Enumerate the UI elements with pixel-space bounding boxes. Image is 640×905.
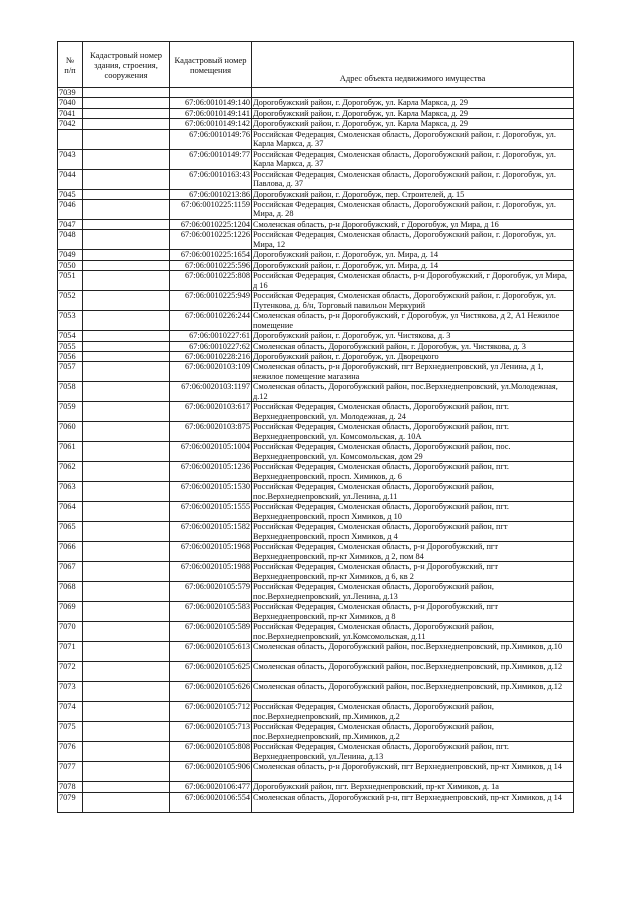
address-cell: Дорогобужский район, г. Дорогобуж, ул. Чистякова, д. 3: [252, 331, 574, 341]
building-cadastral-cell: [83, 189, 170, 199]
address-cell: Российская Федерация, Смоленская область, Дорогобужский район, пос.Верхнеднепровский, пр.Химиков, д.2: [252, 702, 574, 722]
row-number: 7044: [58, 169, 83, 189]
table-row: [58, 271, 574, 291]
address-cell: Российская Федерация, Смоленская область, Дорогобужский район, пос.Верхнеднепровский, пр.Химиков, д.2: [252, 722, 574, 742]
building-cadastral-cell: [83, 311, 170, 331]
row-number: 7070: [58, 622, 83, 642]
building-cadastral-cell: [83, 129, 170, 149]
room-cadastral-cell: 67:06:0020105:906: [170, 762, 252, 782]
room-cadastral-cell: 67:06:0020103:875: [170, 422, 252, 442]
room-cadastral-cell: 67:06:0010163:43: [170, 169, 252, 189]
building-cadastral-cell: [83, 602, 170, 622]
table-row: [58, 291, 574, 311]
address-cell: Российская Федерация, Смоленская область, Дорогобужский район, пос. Верхнеднепровский, ул. Комсомольская, дом 29: [252, 442, 574, 462]
address-cell: Смоленская область, р-н Дорогобужский, г Дорогобуж, ул Мира, д 16: [252, 220, 574, 230]
row-number: 7065: [58, 522, 83, 542]
room-cadastral-cell: 67:06:0010225:1226: [170, 230, 252, 250]
row-number: 7049: [58, 250, 83, 260]
row-number: 7048: [58, 230, 83, 250]
room-cadastral-cell: 67:06:0010225:1654: [170, 250, 252, 260]
building-cadastral-cell: [83, 662, 170, 682]
table-row: [58, 362, 574, 382]
row-number: 7068: [58, 582, 83, 602]
room-cadastral-cell: 67:06:0020105:1968: [170, 542, 252, 562]
row-number: 7072: [58, 662, 83, 682]
address-cell: Российская Федерация, Смоленская область, Дорогобужский район, г. Дорогобуж, ул. Мира, 12: [252, 230, 574, 250]
row-number: 7076: [58, 742, 83, 762]
table-row: [58, 522, 574, 542]
table-row: [58, 149, 574, 169]
room-cadastral-cell: 67:06:0020105:1530: [170, 482, 252, 502]
address-cell: Дорогобужский район, г. Дорогобуж, ул. Карла Маркса, д. 29: [252, 108, 574, 118]
row-number: 7078: [58, 782, 83, 792]
row-number: 7071: [58, 642, 83, 662]
row-number: 7066: [58, 542, 83, 562]
table-row: [58, 119, 574, 129]
row-number: 7060: [58, 422, 83, 442]
row-number: 7043: [58, 149, 83, 169]
row-number: 7061: [58, 442, 83, 462]
room-cadastral-cell: 67:06:0010149:140: [170, 98, 252, 108]
address-cell: Смоленская область, р-н Дорогобужский, г Дорогобуж, ул Чистякова, д 2, А1 Нежилое помещение: [252, 311, 574, 331]
address-cell: Российская Федерация, Смоленская область, Дорогобужский район, пгт. Верхнеднепровский, просп. Химиков, д. 6: [252, 462, 574, 482]
table-row: [58, 311, 574, 331]
table-row: [58, 352, 574, 362]
address-cell: Дорогобужский район, пгт. Верхнеднепровский, пр-кт Химиков, д. 1а: [252, 782, 574, 792]
row-number: 7051: [58, 271, 83, 291]
row-number: 7054: [58, 331, 83, 341]
row-number: 7042: [58, 119, 83, 129]
building-cadastral-cell: [83, 341, 170, 351]
table-row: [58, 722, 574, 742]
building-cadastral-cell: [83, 422, 170, 442]
building-cadastral-cell: [83, 402, 170, 422]
building-cadastral-cell: [83, 792, 170, 812]
row-number: 7055: [58, 341, 83, 351]
room-cadastral-cell: 67:06:0010227:61: [170, 331, 252, 341]
room-cadastral-cell: 67:06:0020105:1555: [170, 502, 252, 522]
address-cell: Смоленская область, Дорогобужский район, пос.Верхнеднепровский, пр.Химиков, д.12: [252, 682, 574, 702]
room-cadastral-cell: 67:06:0010228:216: [170, 352, 252, 362]
row-number: 7053: [58, 311, 83, 331]
address-cell: Смоленская область, Дорогобужский район, г. Дорогобуж, ул. Чистякова, д. 3: [252, 341, 574, 351]
address-cell: Российская Федерация, Смоленская область, Дорогобужский район, пос.Верхнеднепровский, ул.Ленина, д.13: [252, 582, 574, 602]
building-cadastral-cell: [83, 782, 170, 792]
room-cadastral-cell: 67:06:0010226:244: [170, 311, 252, 331]
building-cadastral-cell: [83, 462, 170, 482]
table-row: [58, 331, 574, 341]
room-cadastral-cell: 67:06:0020105:613: [170, 642, 252, 662]
address-cell: Российская Федерация, Смоленская область, Дорогобужский район, пгт. Верхнеднепровский, ул. Комсомольская, д. 10А: [252, 422, 574, 442]
building-cadastral-cell: [83, 88, 170, 98]
room-cadastral-cell: 67:06:0020105:713: [170, 722, 252, 742]
building-cadastral-cell: [83, 582, 170, 602]
address-cell: Российская Федерация, Смоленская область, Дорогобужский район, г. Дорогобуж, ул. Мира, д. 28: [252, 200, 574, 220]
table-row: [58, 662, 574, 682]
room-cadastral-cell: 67:06:0020105:1236: [170, 462, 252, 482]
header-num: № п/п: [58, 42, 83, 88]
room-cadastral-cell: 67:06:0020105:583: [170, 602, 252, 622]
table-row: [58, 260, 574, 270]
row-number: 7067: [58, 562, 83, 582]
address-cell: Дорогобужский район, г. Дорогобуж, ул. Дворецкого: [252, 352, 574, 362]
room-cadastral-cell: 67:06:0010225:949: [170, 291, 252, 311]
table-row: [58, 762, 574, 782]
room-cadastral-cell: 67:06:0020103:109: [170, 362, 252, 382]
room-cadastral-cell: 67:06:0010225:1204: [170, 220, 252, 230]
table-row: [58, 782, 574, 792]
building-cadastral-cell: [83, 108, 170, 118]
address-cell: Смоленская область, р-н Дорогобужский, пгт Верхнеднепровский, пр-кт Химиков, д 14: [252, 762, 574, 782]
address-cell: Российская Федерация, Смоленская область, Дорогобужский район, г. Дорогобуж, ул. Карла Маркса, д. 37: [252, 149, 574, 169]
table-row: [58, 402, 574, 422]
address-cell: Российская Федерация, Смоленская область, Дорогобужский район, пгт. Верхнеднепровский, ул.Ленина, д.13: [252, 742, 574, 762]
table-row: [58, 542, 574, 562]
address-cell: Российская Федерация, Смоленская область, р-н Дорогобужский, пгт Верхнеднепровский, пр-кт Химиков, д 2, пом 84: [252, 542, 574, 562]
address-cell: Российская Федерация, Смоленская область, Дорогобужский район, г. Дорогобуж, ул. Павлова, д. 37: [252, 169, 574, 189]
room-cadastral-cell: 67:06:0010225:808: [170, 271, 252, 291]
room-cadastral-cell: 67:06:0020105:1004: [170, 442, 252, 462]
room-cadastral-cell: 67:06:0020105:589: [170, 622, 252, 642]
building-cadastral-cell: [83, 98, 170, 108]
table-row: [58, 562, 574, 582]
address-cell: Дорогобужский район, г. Дорогобуж, ул. Карла Маркса, д. 29: [252, 98, 574, 108]
header-address: Адрес объекта недвижимого имущества: [252, 42, 574, 88]
building-cadastral-cell: [83, 119, 170, 129]
building-cadastral-cell: [83, 362, 170, 382]
table-row: [58, 602, 574, 622]
row-number: 7069: [58, 602, 83, 622]
table-header-row: [58, 42, 574, 88]
table-row: [58, 682, 574, 702]
table-row: [58, 622, 574, 642]
table-row: [58, 582, 574, 602]
room-cadastral-cell: 67:06:0010225:1159: [170, 200, 252, 220]
row-number: 7047: [58, 220, 83, 230]
address-cell: Российская Федерация, Смоленская область, Дорогобужский район, пос.Верхнеднепровский, ул.Комсомольская, д.11: [252, 622, 574, 642]
room-cadastral-cell: 67:06:0020105:1582: [170, 522, 252, 542]
row-number: 7039: [58, 88, 83, 98]
building-cadastral-cell: [83, 250, 170, 260]
table-row: [58, 422, 574, 442]
table-row: [58, 129, 574, 149]
table-row: [58, 462, 574, 482]
row-number: 7045: [58, 189, 83, 199]
row-number: 7052: [58, 291, 83, 311]
building-cadastral-cell: [83, 482, 170, 502]
building-cadastral-cell: [83, 260, 170, 270]
address-cell: Российская Федерация, Смоленская область, Дорогобужский район, пос.Верхнеднепровский, ул.Ленина, д.11: [252, 482, 574, 502]
row-number: 7079: [58, 792, 83, 812]
row-number: 7046: [58, 200, 83, 220]
building-cadastral-cell: [83, 502, 170, 522]
table-row: [58, 502, 574, 522]
table-row: [58, 482, 574, 502]
row-number: 7058: [58, 382, 83, 402]
table-row: [58, 442, 574, 462]
room-cadastral-cell: 67:06:0010149:77: [170, 149, 252, 169]
room-cadastral-cell: 67:06:0020106:554: [170, 792, 252, 812]
room-cadastral-cell: 67:06:0020105:579: [170, 582, 252, 602]
table-row: [58, 382, 574, 402]
row-number: 7063: [58, 482, 83, 502]
building-cadastral-cell: [83, 291, 170, 311]
address-cell: Дорогобужский район, г. Дорогобуж, ул. Мира, д. 14: [252, 250, 574, 260]
room-cadastral-cell: 67:06:0020106:477: [170, 782, 252, 792]
building-cadastral-cell: [83, 682, 170, 702]
building-cadastral-cell: [83, 702, 170, 722]
building-cadastral-cell: [83, 622, 170, 642]
building-cadastral-cell: [83, 382, 170, 402]
room-cadastral-cell: 67:06:0010225:596: [170, 260, 252, 270]
table-row: [58, 792, 574, 812]
table-row: [58, 250, 574, 260]
address-cell: Российская Федерация, Смоленская область, Дорогобужский район, пгт Верхнеднепровский, просп Химиков, д 4: [252, 522, 574, 542]
address-cell: Российская Федерация, Смоленская область, Дорогобужский район, пгт. Верхнеднепровский, ул. Молодежная, д. 24: [252, 402, 574, 422]
room-cadastral-cell: 67:06:0020105:712: [170, 702, 252, 722]
address-cell: Российская Федерация, Смоленская область, р-н Дорогобужский, г Дорогобуж, ул Мира, д 16: [252, 271, 574, 291]
building-cadastral-cell: [83, 352, 170, 362]
table-row: [58, 220, 574, 230]
row-number: 7041: [58, 108, 83, 118]
building-cadastral-cell: [83, 331, 170, 341]
room-cadastral-cell: 67:06:0010149:141: [170, 108, 252, 118]
table-row: [58, 200, 574, 220]
address-cell: Дорогобужский район, г. Дорогобуж, ул. Карла Маркса, д. 29: [252, 119, 574, 129]
row-number: 7073: [58, 682, 83, 702]
building-cadastral-cell: [83, 200, 170, 220]
room-cadastral-cell: 67:06:0020105:808: [170, 742, 252, 762]
building-cadastral-cell: [83, 762, 170, 782]
row-number: 7064: [58, 502, 83, 522]
table-row: [58, 189, 574, 199]
row-number: 7062: [58, 462, 83, 482]
room-cadastral-cell: 67:06:0010213:86: [170, 189, 252, 199]
address-cell: Российская Федерация, Смоленская область, р-н Дорогобужский, пгт Верхнеднепровский, пр-кт Химиков, д 8: [252, 602, 574, 622]
table-row: [58, 702, 574, 722]
address-cell: Российская Федерация, Смоленская область, р-н Дорогобужский, пгт Верхнеднепровский, пр-кт Химиков, д 6, кв 2: [252, 562, 574, 582]
table-row: [58, 230, 574, 250]
room-cadastral-cell: [170, 88, 252, 98]
building-cadastral-cell: [83, 149, 170, 169]
building-cadastral-cell: [83, 562, 170, 582]
building-cadastral-cell: [83, 230, 170, 250]
address-cell: Смоленская область, Дорогобужский район, пос.Верхнеднепровский, пр.Химиков, д.10: [252, 642, 574, 662]
room-cadastral-cell: 67:06:0020103:617: [170, 402, 252, 422]
address-cell: Дорогобужский район, г. Дорогобуж, пер. Строителей, д. 15: [252, 189, 574, 199]
building-cadastral-cell: [83, 542, 170, 562]
property-table: [57, 41, 574, 813]
table-row: [58, 742, 574, 762]
building-cadastral-cell: [83, 220, 170, 230]
table-body: [58, 88, 574, 813]
table-row: [58, 341, 574, 351]
room-cadastral-cell: 67:06:0020105:1988: [170, 562, 252, 582]
building-cadastral-cell: [83, 742, 170, 762]
row-number: 7040: [58, 98, 83, 108]
table-row: [58, 108, 574, 118]
building-cadastral-cell: [83, 442, 170, 462]
room-cadastral-cell: 67:06:0020103:1197: [170, 382, 252, 402]
room-cadastral-cell: 67:06:0010227:62: [170, 341, 252, 351]
address-cell: Смоленская область, Дорогобужский р-н, пгт Верхнеднепровский, пр-кт Химиков, д 14: [252, 792, 574, 812]
row-number: [58, 129, 83, 149]
building-cadastral-cell: [83, 169, 170, 189]
room-cadastral-cell: 67:06:0010149:76: [170, 129, 252, 149]
address-cell: Смоленская область, р-н Дорогобужский, пгт Верхнеднепровский, ул Ленина, д 1, нежилое помещение магазина: [252, 362, 574, 382]
table-row: [58, 88, 574, 98]
address-cell: Дорогобужский район, г. Дорогобуж, ул. Мира, д. 14: [252, 260, 574, 270]
address-cell: Смоленская область, Дорогобужский район, пос.Верхнеднепровский, ул.Молодежная, д.12: [252, 382, 574, 402]
row-number: 7057: [58, 362, 83, 382]
room-cadastral-cell: 67:06:0020105:625: [170, 662, 252, 682]
row-number: 7050: [58, 260, 83, 270]
room-cadastral-cell: 67:06:0020105:626: [170, 682, 252, 702]
row-number: 7074: [58, 702, 83, 722]
room-cadastral-cell: 67:06:0010149:142: [170, 119, 252, 129]
building-cadastral-cell: [83, 722, 170, 742]
row-number: 7077: [58, 762, 83, 782]
building-cadastral-cell: [83, 642, 170, 662]
table-row: [58, 169, 574, 189]
table-row: [58, 98, 574, 108]
header-building-cadastral: Кадастровый номер здания, строения, сооружения: [83, 42, 170, 88]
address-cell: [252, 88, 574, 98]
header-room-cadastral: Кадастровый номер помещения: [170, 42, 252, 88]
address-cell: Смоленская область, Дорогобужский район, пос.Верхнеднепровский, пр.Химиков, д.12: [252, 662, 574, 682]
row-number: 7056: [58, 352, 83, 362]
building-cadastral-cell: [83, 271, 170, 291]
address-cell: Российская Федерация, Смоленская область, Дорогобужский район, пгт. Верхнеднепровский, просп Химиков, д 10: [252, 502, 574, 522]
building-cadastral-cell: [83, 522, 170, 542]
row-number: 7059: [58, 402, 83, 422]
address-cell: Российская Федерация, Смоленская область, Дорогобужский район, г. Дорогобуж, ул. Карла Маркса, д. 37: [252, 129, 574, 149]
address-cell: Российская Федерация, Смоленская область, Дорогобужский район, г. Дорогобуж, ул. Путенкова, д. б/н, Торговый павильон Меркурий: [252, 291, 574, 311]
row-number: 7075: [58, 722, 83, 742]
table-row: [58, 642, 574, 662]
